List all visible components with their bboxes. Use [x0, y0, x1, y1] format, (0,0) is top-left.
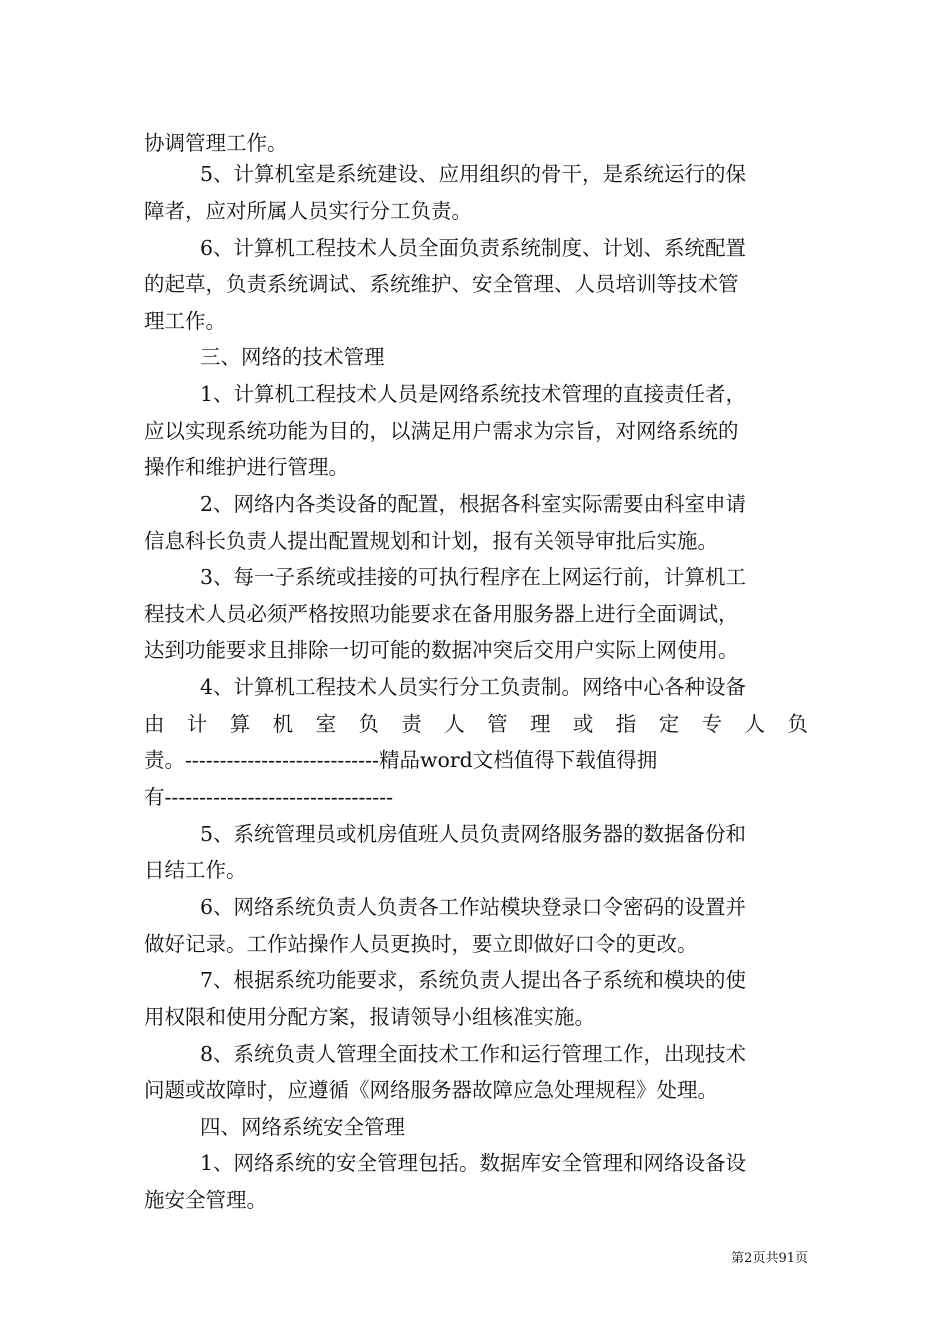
spread-char: 算 — [229, 712, 251, 736]
text-line: 3、每一子系统或挂接的可执行程序在上网运行前，计算机工 — [200, 565, 747, 589]
text-line: 1、计算机工程技术人员是网络系统技术管理的直接责任者， — [200, 382, 747, 406]
text-line: 8、系统负责人管理全面技术工作和运行管理工作，出现技术 — [200, 1042, 747, 1066]
text-line: 问题或故障时，应遵循《网络服务器故障应急处理规程》处理。 — [144, 1078, 718, 1102]
text-line: 信息科长负责人提出配置规划和计划，报有关领导审批后实施。 — [144, 529, 718, 553]
text-line: 有--------------------------------- — [144, 785, 394, 809]
spread-char: 负 — [358, 712, 379, 736]
spread-char: 负 — [787, 712, 808, 736]
text-line: 做好记录。工作站操作人员更换时，要立即做好口令的更改。 — [144, 932, 698, 956]
text-line: 理工作。 — [144, 309, 226, 333]
spread-char: 机 — [272, 712, 294, 736]
text-line: 程技术人员必须严格按照功能要求在备用服务器上进行全面调试， — [144, 602, 739, 626]
section-heading: 三、网络的技术管理 — [200, 345, 385, 369]
spread-char: 理 — [530, 712, 551, 736]
spread-text-line — [144, 706, 808, 742]
text-line: 操作和维护进行管理。 — [144, 455, 349, 479]
text-line: 用权限和使用分配方案，报请领导小组核准实施。 — [144, 1005, 595, 1029]
spread-char: 由 — [144, 712, 165, 736]
text-line: 1、网络系统的安全管理包括。数据库安全管理和网络设备设 — [200, 1151, 747, 1175]
text-line: 6、网络系统负责人负责各工作站模块登录口令密码的设置并 — [200, 895, 747, 919]
spread-char: 或 — [572, 712, 594, 736]
spread-char: 计 — [186, 712, 208, 736]
spread-char: 定 — [658, 712, 680, 736]
text-line: 5、计算机室是系统建设、应用组织的骨干，是系统运行的保 — [200, 162, 747, 186]
text-line: 6、计算机工程技术人员全面负责系统制度、计划、系统配置 — [200, 236, 747, 260]
spread-char: 指 — [615, 712, 637, 736]
text-line: 7、根据系统功能要求，系统负责人提出各子系统和模块的使 — [200, 968, 747, 992]
text-line: 的起草，负责系统调试、系统维护、安全管理、人员培训等技术管 — [144, 272, 739, 296]
text-line: 障者，应对所属人员实行分工负责。 — [144, 199, 472, 223]
spread-char: 室 — [315, 712, 337, 736]
spread-char: 专 — [701, 712, 723, 736]
page-number: 第2页共91页 — [731, 1251, 808, 1266]
text-line: 2、网络内各类设备的配置，根据各科室实际需要由科室申请 — [200, 492, 747, 516]
text-line: 5、系统管理员或机房值班人员负责网络服务器的数据备份和 — [200, 822, 747, 846]
text-line: 协调管理工作。 — [144, 131, 288, 155]
text-line: 施安全管理。 — [144, 1188, 267, 1212]
spread-char: 人 — [444, 712, 465, 736]
section-heading: 四、网络系统安全管理 — [200, 1115, 405, 1139]
text-line: 日结工作。 — [144, 858, 247, 882]
text-line: 4、计算机工程技术人员实行分工负责制。网络中心各种设备 — [200, 675, 747, 699]
text-line: 应以实现系统功能为目的，以满足用户需求为宗旨，对网络系统的 — [144, 419, 739, 443]
spread-char: 管 — [487, 712, 508, 736]
spread-char: 责 — [401, 712, 422, 736]
text-line: 责。----------------------------精品word文档值得下载值得拥 — [144, 748, 658, 772]
text-line: 达到功能要求且排除一切可能的数据冲突后交用户实际上网使用。 — [144, 638, 739, 662]
spread-char: 人 — [744, 712, 765, 736]
